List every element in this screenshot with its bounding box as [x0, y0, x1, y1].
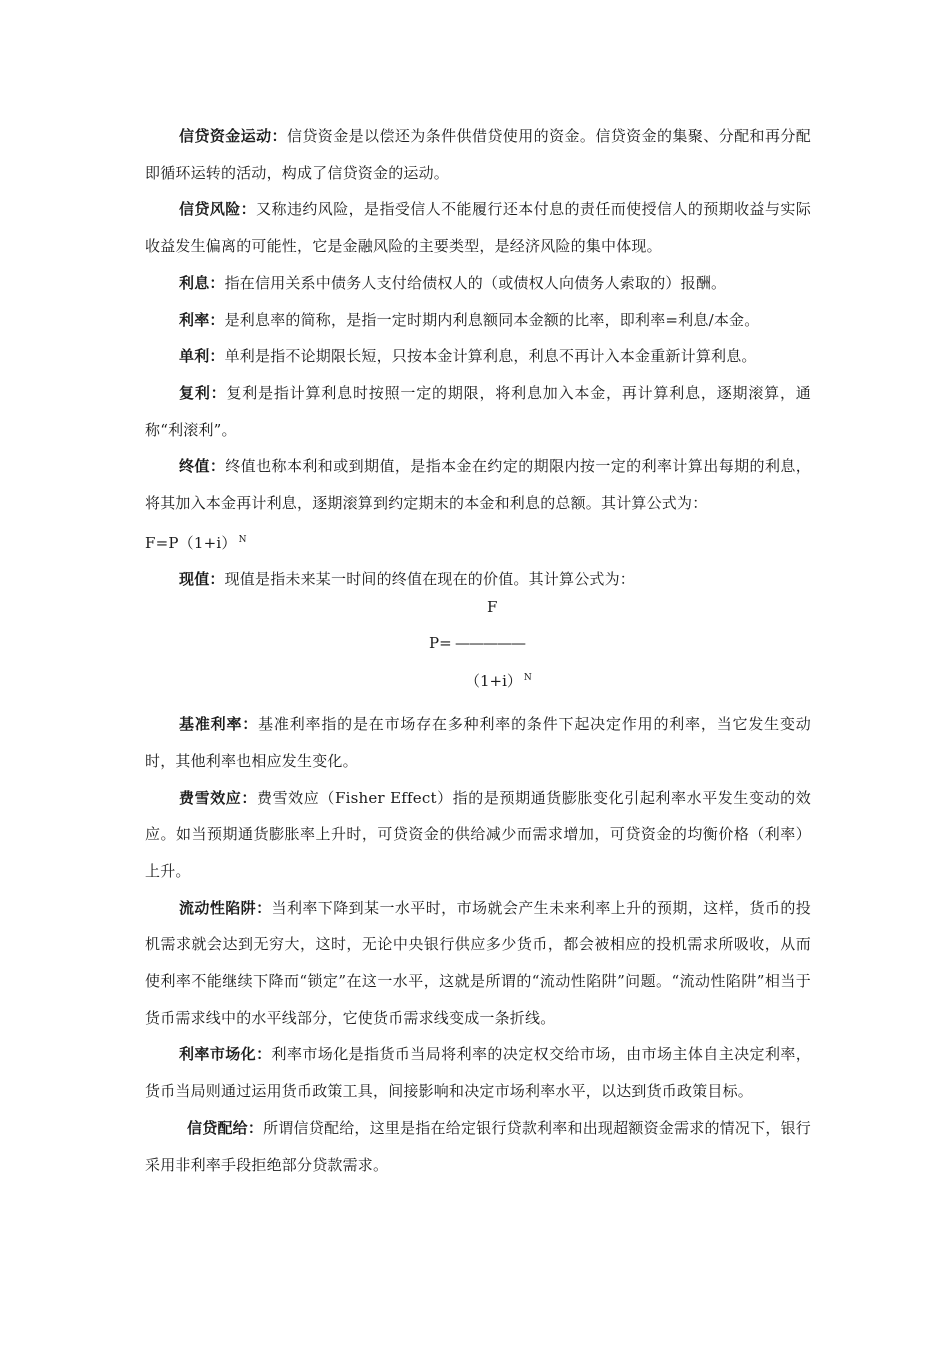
term-label: 终值：	[179, 457, 226, 476]
definition-simple-interest	[145, 338, 811, 375]
formula-lhs: P=	[429, 634, 452, 653]
definition-text: 当利率下降到某一水平时，市场就会产生未来利率上升的预期，这样，货币的投机需求就会达到无穷大，这时，无论中央银行供应多少货币，都会被相应的投机需求所吸收，从而使利率不能继续下降而“锁定”在这一水平，这就是所谓的“流动性陷阱”问题。“流动性陷阱”相当于货币需求线中的水平线部分，它使货币需求线变成一条折线。	[145, 898, 811, 1027]
definition-present-value	[145, 561, 811, 598]
term-label: 利息：	[179, 273, 225, 292]
definition-credit-fund-movement	[145, 118, 811, 191]
definition-text: 基准利率指的是在市场存在多种利率的条件下起决定作用的利率，当它发生变动时，其他利率也相应发生变化。	[145, 715, 811, 770]
term-label: 基准利率：	[179, 715, 259, 734]
definition-text: 复利是指计算利息时按照一定的期限，将利息加入本金，再计算利息，逐期滚算，通称“利滚利”。	[145, 383, 811, 439]
future-value-formula	[145, 522, 811, 562]
term-label: 利率市场化：	[179, 1045, 272, 1064]
term-label: 复利：	[179, 383, 227, 402]
formula-denominator	[465, 670, 532, 691]
term-label: 单利：	[179, 347, 225, 366]
term-label: 利率：	[179, 310, 225, 329]
term-label: 费雪效应：	[179, 788, 257, 807]
definition-liquidity-trap	[145, 890, 811, 1037]
definition-text: 利率市场化是指货币当局将利率的决定权交给市场，由市场主体自主决定利率，货币当局则通过运用货币政策工具，间接影响和决定市场利率水平，以达到货币政策目标。	[145, 1045, 811, 1101]
definition-credit-rationing	[145, 1110, 811, 1183]
definition-text: 又称违约风险，是指受信人不能履行还本付息的责任而使授信人的预期收益与实际收益发生偏离的可能性，它是金融风险的主要类型，是经济风险的集中体现。	[145, 200, 811, 256]
definition-text: 所谓信贷配给，这里是指在给定银行贷款利率和出现超额资金需求的情况下，银行采用非利率手段拒绝部分贷款需求。	[145, 1118, 811, 1174]
definition-text: 终值也称本利和或到期值，是指本金在约定的期限内按一定的利率计算出每期的利息，将其加入本金再计利息，逐期滚算到约定期末的本金和利息的总额。其计算公式为：	[145, 457, 811, 513]
denominator-text: （1+i）	[465, 672, 522, 691]
definition-text: 现值是指未来某一时间的终值在现在的价值。其计算公式为：	[224, 570, 636, 589]
definition-benchmark-rate	[145, 706, 811, 779]
definition-text: 指在信用关系中债务人支付给债权人的（或债权人向债务人索取的）报酬。	[224, 273, 727, 292]
formula-numerator: F	[487, 598, 498, 617]
definition-compound-interest	[145, 375, 811, 448]
document-page	[145, 118, 811, 1183]
term-label: 现值：	[179, 570, 225, 589]
formula-text: F=P（1+i）	[145, 533, 237, 552]
definition-text: 费雪效应（Fisher Effect）指的是预期通货膨胀变化引起利率水平发生变动的效应。如当预期通货膨胀率上升时，可贷资金的供给减少而需求增加，可贷资金的均衡价格（利率）上升。	[145, 788, 811, 880]
fraction-bar: —————	[455, 634, 525, 653]
definition-fisher-effect	[145, 780, 811, 890]
definition-credit-risk	[145, 191, 811, 264]
formula-exponent: N	[238, 534, 247, 545]
present-value-formula	[145, 598, 811, 706]
term-label: 流动性陷阱：	[179, 898, 272, 917]
denominator-exponent: N	[523, 673, 532, 684]
definition-text: 单利是指不论期限长短，只按本金计算利息，利息不再计入本金重新计算利息。	[224, 347, 757, 366]
term-label: 信贷资金运动：	[179, 127, 287, 145]
definition-text: 信贷资金是以偿还为条件供借贷使用的资金。信贷资金的集聚、分配和再分配即循环运转的活动，构成了信贷资金的运动。	[145, 127, 811, 182]
term-label: 信贷风险：	[179, 200, 257, 219]
definition-future-value	[145, 448, 811, 521]
term-label: 信贷配给：	[187, 1118, 264, 1137]
definition-interest-rate	[145, 302, 811, 339]
definition-text: 是利息率的简称，是指一定时期内利息额同本金额的比率，即利率=利息/本金。	[224, 310, 760, 329]
definition-rate-marketization	[145, 1036, 811, 1109]
definition-interest	[145, 265, 811, 302]
